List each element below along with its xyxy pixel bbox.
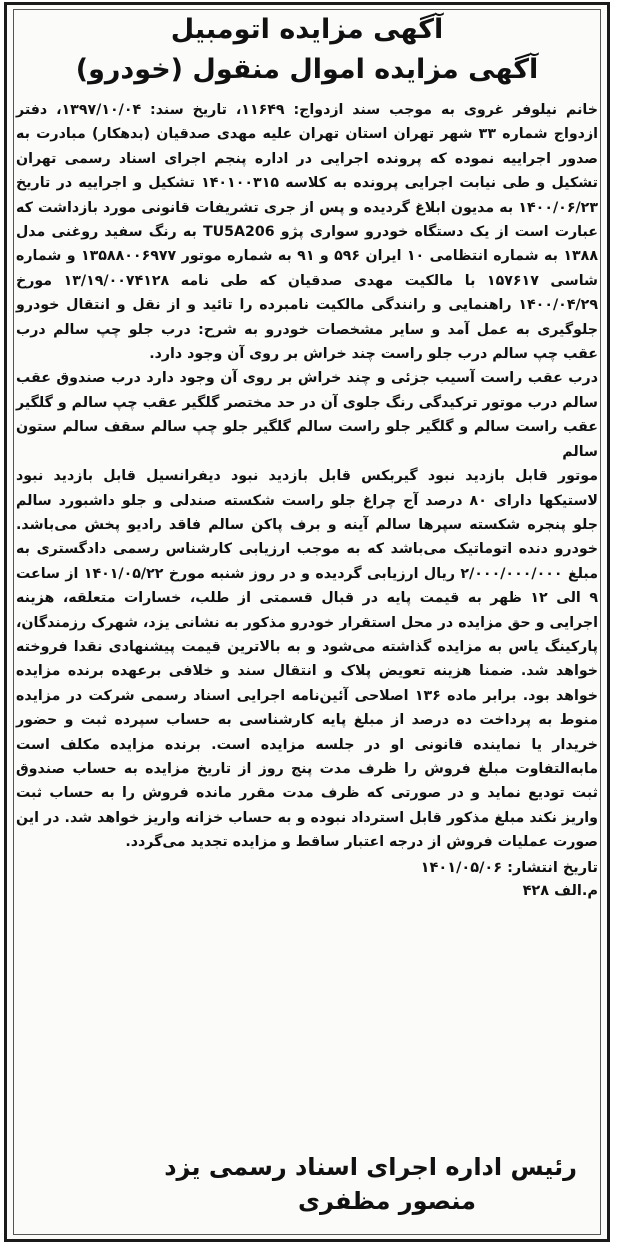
notice-title: آگهی مزایده اتومبیل <box>170 14 444 45</box>
notice-subtitle: آگهی مزایده اموال منقول (خودرو) <box>75 54 539 85</box>
signature-name: منصور مظفری <box>298 1187 476 1215</box>
reference-code: م.الف ۴۲۸ <box>522 882 598 899</box>
notice-content <box>4 2 610 903</box>
signature-title: رئیس اداره اجرای اسناد رسمی یزد <box>164 1153 577 1181</box>
notice-body <box>16 98 598 855</box>
signature-block <box>57 1150 577 1218</box>
publish-date: تاریخ انتشار: ۱۴۰۱/۰۵/۰۶ <box>420 859 598 876</box>
notice-paragraph: موتور قابل بازدید نبود گیربکس قابل بازدید نبود دیفرانسیل قابل بازدید نبود لاستیکها دارای ۸۰ درصد آج چراغ جلو راست شکسته صندلی و جلو داشبورد سالم جلو پنجره شکسته سپرها سالم آینه و برف پاکن سالم فاقد رادیو پخش می‌باشد. خودرو دنده اتوماتیک می‌باشد که به موجب ارزیابی کارشناس رسمی دادگستری به مبلغ ۲/۰۰۰/۰۰۰/۰۰۰ ریال ارزیابی گردیده و در روز شنبه مورخ ۱۴۰۱/۰۵/۲۲ از ساعت ۹ الی ۱۲ ظهر به قیمت پایه در قبال قسمتی از طلب، خسارات متعلقه، هزینه اجرایی و حق مزایده در محل استقرار خودرو مذکور به نشانی یزد، شهرک رزمندگان، پارکینگ یاس به مزایده گذاشته می‌شود و به بالاترین قیمت پیشنهادی نقدا فروخته خواهد شد. ضمنا هزینه تعویض پلاک و انتقال سند و خلافی برعهده برنده مزایده خواهد بود. برابر ماده ۱۳۶ اصلاحی آئین‌نامه اجرایی اسناد رسمی شرکت در مزایده منوط به پرداخت ده درصد از مبلغ پایه کارشناسی به حساب سپرده ثبت و حضور خریدار یا نماینده قانونی او در جلسه مزایده است. برنده مزایده مکلف است مابه‌التفاوت مبلغ فروش را ظرف مدت پنج روز از تاریخ مزایده به حساب صندوق ثبت تودیع نماید و در صورتی که ظرف مدت مقرر مانده فروش را به حساب ثبت واریز نکند مبلغ مذکور قابل استرداد نبوده و به حساب خزانه واریز خواهد شد. در این صورت عملیات فروش از درجه اعتبار ساقط و مزایده تجدید می‌گردد. <box>16 468 599 851</box>
notice-paragraph: درب عقب راست آسیب جزئی و چند خراش بر روی آن وجود دارد درب صندوق عقب سالم درب موتور ترکیدگی رنگ جلوی آن در حد مختصر گلگیر عقب چپ سالم و گلگیر عقب راست سالم و گلگیر جلو راست سالم گلگیر جلو چپ سالم سقف سالم ستون سالم <box>16 370 598 460</box>
notice-meta <box>16 857 598 903</box>
notice-paragraph: خانم نیلوفر غروی به موجب سند ازدواج: ۱۱۶۴۹، تاریخ سند: ۱۳۹۷/۱۰/۰۴، دفتر ازدواج شماره ۳۳ شهر تهران استان تهران علیه مهدی صدقیان (بدهکار) مبادرت به صدور اجراییه نموده که پرونده اجرایی در اداره پنجم اجرای اسناد رسمی تهران تشکیل و طی نیابت اجرایی پرونده به کلاسه ۱۴۰۱۰۰۳۱۵ تشکیل و اجراییه در تاریخ ۱۴۰۰/۰۶/۲۳ به مدیون ابلاغ گردیده و پس از جری تشریفات قانونی مورد بازداشت که عبارت است از یک دستگاه خودرو سواری پژو TU5A206 به رنگ سفید روغنی مدل ۱۳۸۸ به شماره انتظامی ۱۰ ایران ۵۹۶ و ۹۱ به شماره موتور ۱۳۵۸۸۰۰۶۹۷۷ و شماره شاسی ۱۵۷۶۱۷ با مالکیت مهدی صدقیان که طی نامه ۱۳/۱۹/۰۰۷۴۱۲۸ مورخ ۱۴۰۰/۰۴/۲۹ راهنمایی و رانندگی مالکیت نامبرده را تائید و از نقل و انتقال خودرو جلوگیری به عمل آمد و سایر مشخصات خودرو به شرح: درب جلو چپ سالم درب عقب چپ سالم درب جلو راست چند خراش بر روی آن وجود دارد. <box>16 102 598 363</box>
